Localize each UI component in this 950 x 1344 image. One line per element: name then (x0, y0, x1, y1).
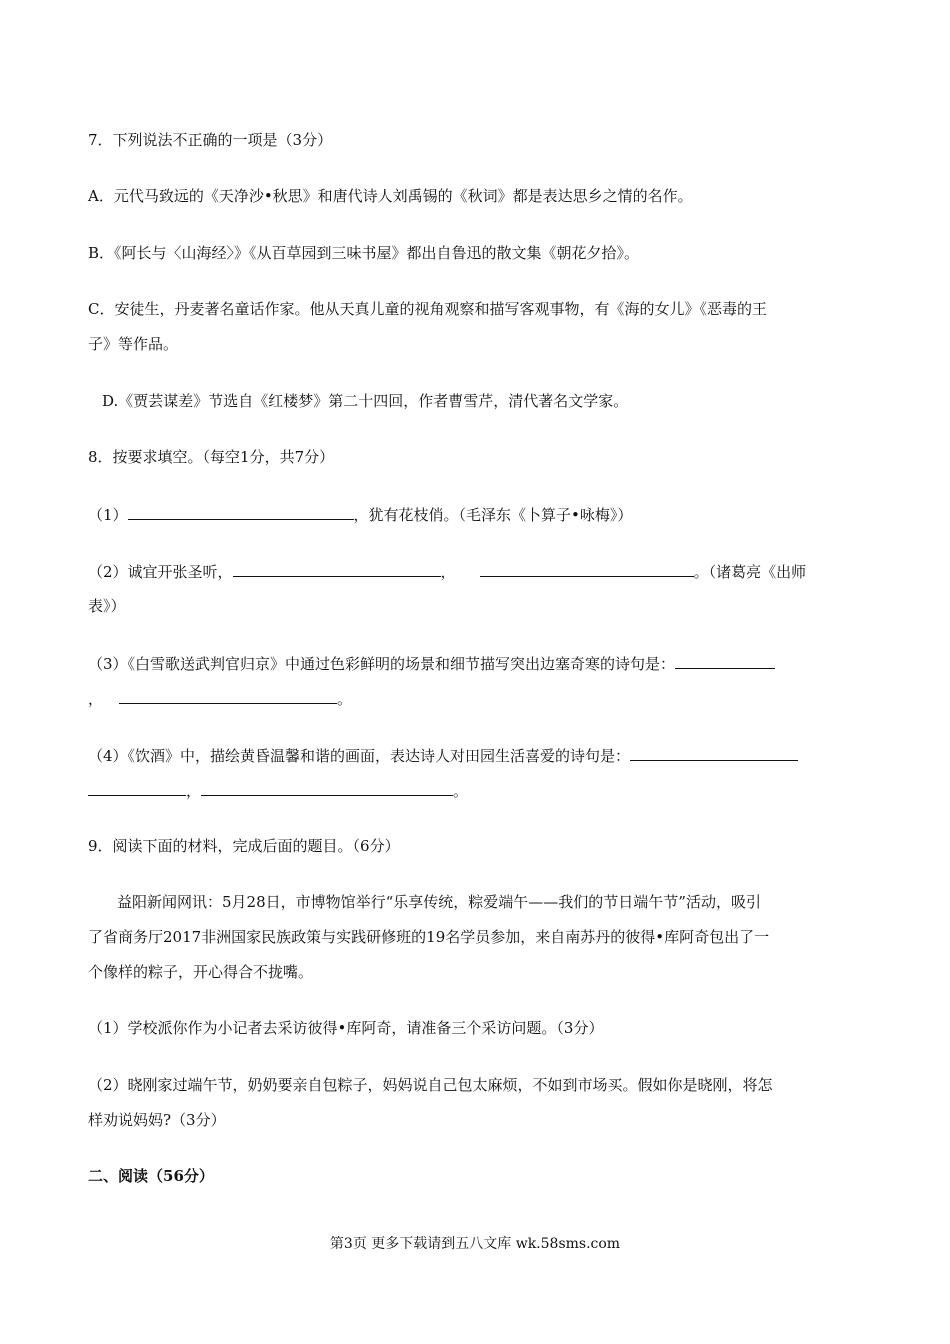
q9-sub1: （1）学校派你作为小记者去采访彼得•库阿奇，请准备三个采访问题。（3分） (88, 1019, 604, 1037)
q9-material-line3: 个像样的粽子，开心得合不拢嘴。 (88, 963, 314, 981)
q8-item1-suffix: ，犹有花枝俏。（毛泽东《卜算子•咏梅》） (353, 506, 633, 524)
q8-item4-text: （4）《饮酒》中，描绘黄昏温馨和谐的画面，表达诗人对田园生活喜爱的诗句是： (88, 747, 631, 765)
q8-item3-comma: ， (88, 690, 104, 708)
page-footer: 第3页 更多下载请到五八文库 wk.58sms.com (329, 1236, 621, 1252)
blank[interactable] (88, 779, 186, 796)
blank[interactable] (119, 687, 337, 704)
q9-sub2-line2: 样劝说妈妈?（3分） (88, 1111, 226, 1129)
blank[interactable] (128, 503, 354, 520)
q7-option-c-line1: C．安徒生，丹麦著名童话作家。他从天真儿童的视角观察和描写客观事物，有《海的女儿》《恶毒的王 (88, 300, 767, 318)
q8-item2 (88, 560, 806, 583)
q9-stem: 9．阅读下面的材料，完成后面的题目。（6分） (88, 837, 400, 855)
q8-item2-cont: 表》） (88, 597, 126, 615)
q8-item1 (88, 503, 632, 526)
q8-item3-end: 。 (337, 690, 353, 708)
q8-stem: 8．按要求填空。（每空1分，共7分） (88, 448, 335, 466)
q9-material-line2: 了省商务厅2017非洲国家民族政策与实践研修班的19名学员参加，来自南苏丹的彼得•库阿奇包出了一 (88, 928, 770, 946)
q8-item3 (88, 652, 775, 675)
section-heading: 二、阅读（56分） (88, 1167, 214, 1185)
q8-item2-suffix: 。（诸葛亮《出师 (693, 563, 807, 581)
q7-option-d: D.《贾芸谋差》节选自《红楼梦》第二十四回，作者曹雪芹，清代著名文学家。 (102, 392, 629, 410)
blank[interactable] (675, 652, 775, 669)
q8-item2-prefix: （2）诚宜开张圣听， (88, 563, 233, 581)
q7-option-c-line2: 子》等作品。 (88, 335, 179, 353)
q8-item3-cont (88, 687, 352, 710)
q8-item2-mid: ， (440, 563, 456, 581)
q8-item4 (88, 744, 798, 767)
q9-sub2-line1: （2）晓刚家过端午节，奶奶要亲自包粽子，妈妈说自己包太麻烦，不如到市场买。假如你是晓刚，将怎 (88, 1076, 773, 1094)
q8-item1-prefix: （1） (88, 506, 128, 524)
q8-item3-text: （3）《白雪歌送武判官归京》中通过色彩鲜明的场景和细节描写突出边塞奇寒的诗句是： (88, 655, 676, 673)
blank[interactable] (233, 560, 441, 577)
q7-stem: 7．下列说法不正确的一项是（3分） (88, 131, 333, 149)
q7-option-b: B．《阿长与〈山海经〉》《从百草园到三味书屋》都出自鲁迅的散文集《朝花夕拾》。 (88, 244, 640, 262)
q8-item4-end: 。 (453, 782, 469, 800)
q7-option-a: A．元代马致远的《天净沙•秋思》和唐代诗人刘禹锡的《秋词》都是表达思乡之情的名作。 (88, 187, 693, 205)
q8-item4-cont (88, 779, 468, 802)
q8-item4-mid: ， (186, 782, 202, 800)
q9-material-line1: 益阳新闻网讯：5月28日，市博物馆举行“乐享传统，粽爱端午——我们的节日端午节”活动，吸引 (117, 893, 761, 911)
blank[interactable] (480, 560, 694, 577)
blank[interactable] (630, 744, 798, 761)
blank[interactable] (201, 779, 453, 796)
